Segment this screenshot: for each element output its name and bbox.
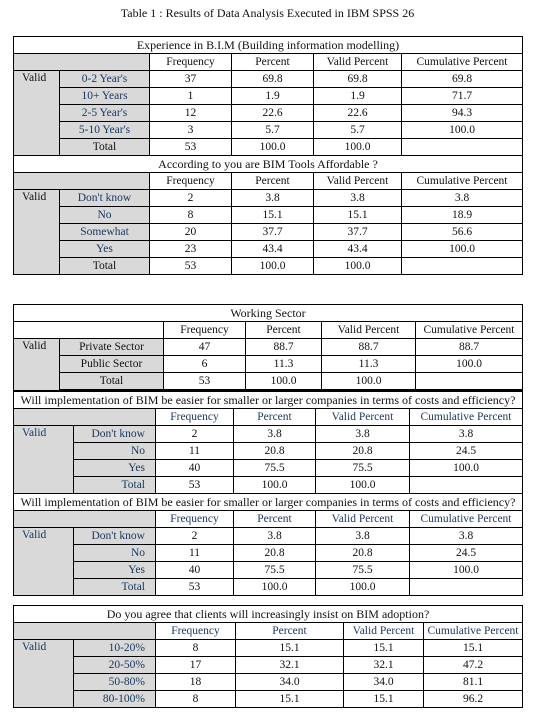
- row-label: Don't know: [74, 528, 156, 545]
- cumulative-percent-cell: 3.8: [410, 528, 523, 545]
- percent-cell: 100.0: [232, 258, 314, 275]
- valid-percent-cell: 3.8: [316, 426, 410, 443]
- cumulative-percent-cell: 88.7: [416, 339, 523, 356]
- row-label: Yes: [60, 241, 150, 258]
- table-row: [14, 105, 523, 122]
- table-row: [14, 122, 523, 139]
- row-label: No: [74, 443, 156, 460]
- frequency-cell: 53: [156, 579, 234, 596]
- valid-percent-cell: 20.8: [316, 443, 410, 460]
- percent-cell: 37.7: [232, 224, 314, 241]
- percent-cell: 22.6: [232, 105, 314, 122]
- header-percent: Percent: [246, 322, 322, 339]
- frequency-cell: 2: [156, 528, 234, 545]
- header-valid-percent: Valid Percent: [314, 173, 402, 190]
- row-label: 2-5 Year's: [60, 105, 150, 122]
- valid-label: Valid: [14, 426, 74, 494]
- frequency-cell: 2: [156, 426, 234, 443]
- cumulative-percent-cell: 96.2: [424, 691, 523, 708]
- header-percent: Percent: [236, 623, 344, 640]
- cumulative-percent-cell: 94.3: [402, 105, 523, 122]
- table-title: Working Sector: [14, 305, 523, 322]
- table-caption: Table 1 : Results of Data Analysis Executed in IBM SPSS 26: [120, 6, 415, 20]
- percent-cell: 3.8: [232, 190, 314, 207]
- frequency-cell: 53: [150, 258, 232, 275]
- table-row: [14, 674, 523, 691]
- header-valid-percent: Valid Percent: [316, 511, 410, 528]
- row-label: Private Sector: [60, 339, 164, 356]
- header-percent: Percent: [232, 54, 314, 71]
- header-frequency: Frequency: [150, 173, 232, 190]
- total-label: Total: [60, 258, 150, 275]
- cumulative-percent-cell: [402, 258, 523, 275]
- row-label: Don't know: [74, 426, 156, 443]
- row-label: 5-10 Year's: [60, 122, 150, 139]
- percent-cell: 1.9: [232, 88, 314, 105]
- cumulative-percent-cell: 56.6: [402, 224, 523, 241]
- frequency-cell: 1: [150, 88, 232, 105]
- valid-percent-cell: 5.7: [314, 122, 402, 139]
- cumulative-percent-cell: [410, 579, 523, 596]
- table-row: [14, 443, 523, 460]
- valid-percent-cell: 100.0: [322, 373, 416, 391]
- header-cumulative-percent: Cumulative Percent: [410, 409, 523, 426]
- row-label: 80-100%: [74, 691, 156, 708]
- valid-percent-cell: 100.0: [316, 477, 410, 494]
- frequency-cell: 53: [156, 477, 234, 494]
- percent-cell: 11.3: [246, 356, 322, 373]
- table-row: [14, 460, 523, 477]
- total-label: Total: [60, 139, 150, 156]
- table-title: Do you agree that clients will increasingly insist on BIM adoption?: [14, 606, 523, 623]
- percent-cell: 75.5: [234, 562, 316, 579]
- header-frequency: Frequency: [156, 409, 234, 426]
- valid-percent-cell: 37.7: [314, 224, 402, 241]
- table-clients-insist: [13, 605, 523, 708]
- frequency-cell: 20: [150, 224, 232, 241]
- valid-percent-cell: 3.8: [314, 190, 402, 207]
- header-frequency: Frequency: [164, 322, 246, 339]
- cumulative-percent-cell: 100.0: [402, 122, 523, 139]
- total-row: [14, 477, 523, 494]
- frequency-cell: 8: [150, 207, 232, 224]
- cumulative-percent-cell: 100.0: [416, 356, 523, 373]
- row-label: 20-50%: [74, 657, 156, 674]
- table-title: Will implementation of BIM be easier for smaller or larger companies in terms of costs and efficiency?: [14, 392, 523, 409]
- valid-label: Valid: [14, 190, 60, 275]
- table-row: [14, 88, 523, 105]
- header-cumulative-percent: Cumulative Percent: [416, 322, 523, 339]
- valid-percent-cell: 15.1: [344, 640, 424, 657]
- cumulative-percent-cell: 24.5: [410, 443, 523, 460]
- frequency-cell: 40: [156, 562, 234, 579]
- percent-cell: 5.7: [232, 122, 314, 139]
- valid-percent-cell: 100.0: [316, 579, 410, 596]
- total-label: Total: [74, 579, 156, 596]
- valid-percent-cell: 75.5: [316, 562, 410, 579]
- cumulative-percent-cell: [410, 477, 523, 494]
- frequency-cell: 3: [150, 122, 232, 139]
- row-label: Yes: [74, 460, 156, 477]
- row-label: Somewhat: [60, 224, 150, 241]
- valid-percent-cell: 34.0: [344, 674, 424, 691]
- cumulative-percent-cell: 3.8: [402, 190, 523, 207]
- valid-percent-cell: 69.8: [314, 71, 402, 88]
- percent-cell: 20.8: [234, 545, 316, 562]
- table-row: [14, 426, 523, 443]
- frequency-cell: 2: [150, 190, 232, 207]
- header-frequency: Frequency: [156, 511, 234, 528]
- percent-cell: 32.1: [236, 657, 344, 674]
- percent-cell: 75.5: [234, 460, 316, 477]
- table-row: [14, 545, 523, 562]
- valid-percent-cell: 100.0: [314, 139, 402, 156]
- table-experience: [13, 36, 523, 275]
- table-working-sector: [13, 304, 523, 596]
- table-row: [14, 640, 523, 657]
- percent-cell: 15.1: [236, 691, 344, 708]
- valid-percent-cell: 11.3: [322, 356, 416, 373]
- table-row: [14, 71, 523, 88]
- row-label: 0-2 Year's: [60, 71, 150, 88]
- header-cumulative-percent: Cumulative Percent: [402, 173, 523, 190]
- frequency-cell: 8: [156, 691, 236, 708]
- percent-cell: 88.7: [246, 339, 322, 356]
- percent-cell: 100.0: [232, 139, 314, 156]
- percent-cell: 43.4: [232, 241, 314, 258]
- percent-cell: 100.0: [234, 477, 316, 494]
- header-cumulative-percent: Cumulative Percent: [424, 623, 523, 640]
- total-row: [14, 258, 523, 275]
- valid-percent-cell: 15.1: [344, 691, 424, 708]
- table-row: [14, 190, 523, 207]
- valid-percent-cell: 20.8: [316, 545, 410, 562]
- frequency-cell: 8: [156, 640, 236, 657]
- row-label: 50-80%: [74, 674, 156, 691]
- table-title: According to you are BIM Tools Affordable ?: [14, 156, 523, 173]
- percent-cell: 15.1: [232, 207, 314, 224]
- cumulative-percent-cell: 3.8: [410, 426, 523, 443]
- cumulative-percent-cell: 69.8: [402, 71, 523, 88]
- table-row: [14, 241, 523, 258]
- table-row: [14, 528, 523, 545]
- total-label: Total: [74, 477, 156, 494]
- cumulative-percent-cell: 47.2: [424, 657, 523, 674]
- row-label: No: [74, 545, 156, 562]
- header-percent: Percent: [232, 173, 314, 190]
- cumulative-percent-cell: [402, 139, 523, 156]
- cumulative-percent-cell: 24.5: [410, 545, 523, 562]
- valid-percent-cell: 22.6: [314, 105, 402, 122]
- header-cumulative-percent: Cumulative Percent: [410, 511, 523, 528]
- valid-percent-cell: 88.7: [322, 339, 416, 356]
- row-label: No: [60, 207, 150, 224]
- row-label: Yes: [74, 562, 156, 579]
- table-title: Will implementation of BIM be easier for smaller or larger companies in terms of costs and efficiency?: [14, 494, 523, 511]
- table-row: [14, 562, 523, 579]
- frequency-cell: 53: [150, 139, 232, 156]
- valid-percent-cell: 1.9: [314, 88, 402, 105]
- valid-percent-cell: 3.8: [316, 528, 410, 545]
- cumulative-percent-cell: 71.7: [402, 88, 523, 105]
- header-valid-percent: Valid Percent: [344, 623, 424, 640]
- frequency-cell: 23: [150, 241, 232, 258]
- header-valid-percent: Valid Percent: [314, 54, 402, 71]
- frequency-cell: 17: [156, 657, 236, 674]
- frequency-cell: 40: [156, 460, 234, 477]
- valid-label: Valid: [14, 339, 60, 391]
- frequency-cell: 18: [156, 674, 236, 691]
- header-frequency: Frequency: [150, 54, 232, 71]
- valid-label: Valid: [14, 71, 60, 156]
- percent-cell: 100.0: [234, 579, 316, 596]
- cumulative-percent-cell: 100.0: [410, 562, 523, 579]
- frequency-cell: 11: [156, 545, 234, 562]
- table-row: [14, 691, 523, 708]
- total-row: [14, 579, 523, 596]
- row-label: 10-20%: [74, 640, 156, 657]
- valid-percent-cell: 15.1: [314, 207, 402, 224]
- table-row: [14, 207, 523, 224]
- cumulative-percent-cell: [416, 373, 523, 391]
- valid-label: Valid: [14, 528, 74, 596]
- row-label: Public Sector: [60, 356, 164, 373]
- header-frequency: Frequency: [156, 623, 236, 640]
- valid-percent-cell: 75.5: [316, 460, 410, 477]
- cumulative-percent-cell: 100.0: [402, 241, 523, 258]
- table-row: [14, 339, 523, 356]
- percent-cell: 3.8: [234, 426, 316, 443]
- valid-percent-cell: 32.1: [344, 657, 424, 674]
- cumulative-percent-cell: 15.1: [424, 640, 523, 657]
- header-percent: Percent: [234, 511, 316, 528]
- cumulative-percent-cell: 100.0: [410, 460, 523, 477]
- percent-cell: 69.8: [232, 71, 314, 88]
- valid-percent-cell: 100.0: [314, 258, 402, 275]
- percent-cell: 15.1: [236, 640, 344, 657]
- row-label: Don't know: [60, 190, 150, 207]
- table-row: [14, 356, 523, 373]
- frequency-cell: 11: [156, 443, 234, 460]
- cumulative-percent-cell: 18.9: [402, 207, 523, 224]
- row-label: 10+ Years: [60, 88, 150, 105]
- table-row: [14, 224, 523, 241]
- header-valid-percent: Valid Percent: [316, 409, 410, 426]
- frequency-cell: 37: [150, 71, 232, 88]
- percent-cell: 34.0: [236, 674, 344, 691]
- table-title: Experience in B.I.M (Building information modelling): [14, 37, 523, 54]
- frequency-cell: 53: [164, 373, 246, 391]
- frequency-cell: 12: [150, 105, 232, 122]
- frequency-cell: 6: [164, 356, 246, 373]
- frequency-cell: 47: [164, 339, 246, 356]
- percent-cell: 20.8: [234, 443, 316, 460]
- valid-percent-cell: 43.4: [314, 241, 402, 258]
- total-row: [14, 373, 523, 391]
- header-valid-percent: Valid Percent: [322, 322, 416, 339]
- total-label: Total: [60, 373, 164, 391]
- cumulative-percent-cell: 81.1: [424, 674, 523, 691]
- valid-label: Valid: [14, 640, 74, 708]
- total-row: [14, 139, 523, 156]
- header-percent: Percent: [234, 409, 316, 426]
- header-cumulative-percent: Cumulative Percent: [402, 54, 523, 71]
- percent-cell: 100.0: [246, 373, 322, 391]
- table-row: [14, 657, 523, 674]
- percent-cell: 3.8: [234, 528, 316, 545]
